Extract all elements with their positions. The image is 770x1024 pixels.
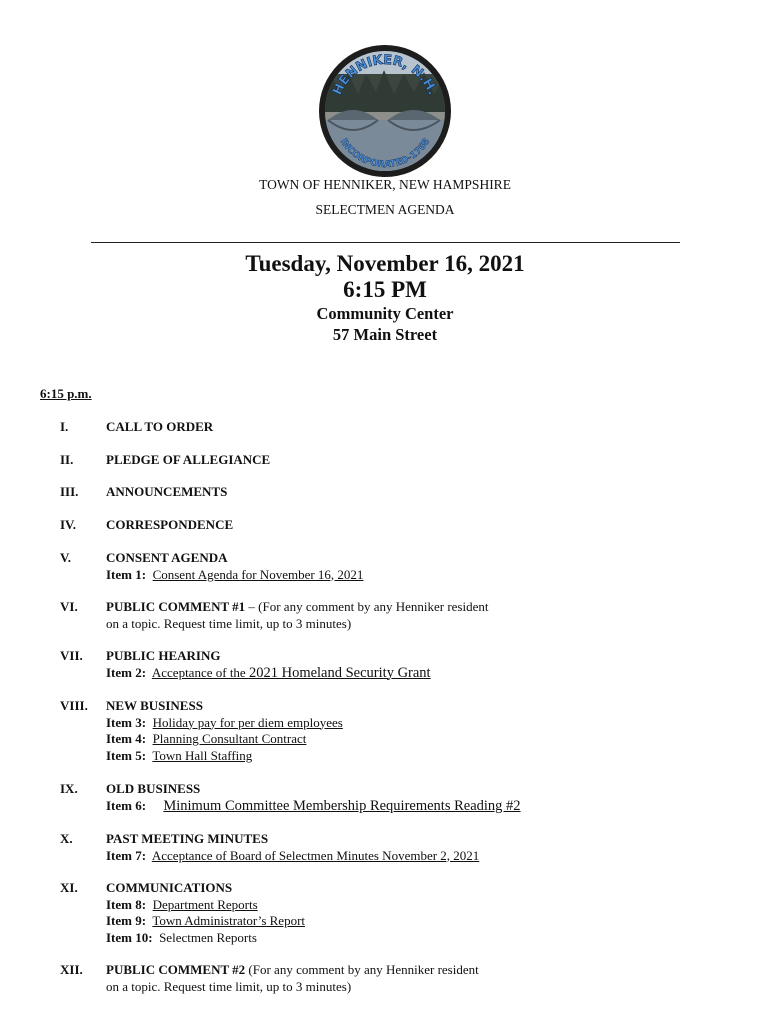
town-name: TOWN OF HENNIKER, NEW HAMPSHIRE xyxy=(259,177,511,192)
item-label: Item 6: xyxy=(106,797,147,813)
item-label: Item 2: xyxy=(106,664,147,680)
section-title: PLEDGE OF ALLEGIANCE xyxy=(106,452,271,467)
agenda-item xyxy=(106,715,746,732)
item-label: Item 9: xyxy=(106,913,147,928)
agenda-item xyxy=(106,731,746,748)
town-seal-logo xyxy=(318,44,452,178)
meeting-venue: Community Center xyxy=(316,304,454,323)
section-title: ANNOUNCEMENTS xyxy=(106,484,228,499)
agenda-item xyxy=(106,848,746,865)
meeting-address: 57 Main Street xyxy=(332,325,438,344)
agenda-item xyxy=(106,913,746,930)
meeting-date: Tuesday, November 16, 2021 xyxy=(245,251,525,276)
section-number: XII. xyxy=(60,962,83,977)
section-title: CONSENT AGENDA xyxy=(106,550,228,565)
item-link[interactable]: Town Administrator’s Report xyxy=(152,913,306,928)
section-number: VII. xyxy=(60,648,83,663)
logo-bottom-text: INCORPORATED-1768 xyxy=(337,137,433,171)
section-number: I. xyxy=(60,419,69,434)
agenda-item xyxy=(106,930,746,947)
item-link[interactable]: Holiday pay for per diem employees xyxy=(152,714,343,730)
item-label: Item 7: xyxy=(106,847,147,863)
section-note: – (For any comment by any Henniker resident xyxy=(245,599,489,614)
agenda-item xyxy=(106,897,746,914)
section-title: NEW BUSINESS xyxy=(106,698,203,713)
section-title: OLD BUSINESS xyxy=(106,781,201,796)
meeting-time: 6:15 PM xyxy=(343,277,427,302)
section-title: PAST MEETING MINUTES xyxy=(106,831,269,846)
item-link[interactable]: Planning Consultant Contract xyxy=(152,731,307,746)
agenda-item xyxy=(106,665,746,682)
logo-top-text: HENNIKER, N.H. xyxy=(330,52,440,98)
section-title: PUBLIC COMMENT #2 xyxy=(106,962,246,977)
section-number: IX. xyxy=(60,781,78,796)
section-title: PUBLIC HEARING xyxy=(106,648,221,663)
section-note-cont: on a topic. Request time limit, up to 3 minutes) xyxy=(106,615,352,631)
item-text: Selectmen Reports xyxy=(159,929,257,945)
section-title: CORRESPONDENCE xyxy=(106,517,234,532)
agenda-item xyxy=(106,748,746,765)
section-number: XI. xyxy=(60,880,78,895)
item-link-part-large: 2021 Homeland Security Grant xyxy=(248,664,431,681)
section-number: VIII. xyxy=(60,698,88,713)
section-number: IV. xyxy=(60,517,77,532)
section-note: (For any comment by any Henniker resident xyxy=(245,962,479,977)
item-link[interactable]: Minimum Committee Membership Requirements Reading #2 xyxy=(163,797,521,814)
agenda-item xyxy=(106,567,746,584)
header-divider xyxy=(91,242,680,243)
section-title: PUBLIC COMMENT #1 xyxy=(106,599,246,614)
item-label: Item 8: xyxy=(106,896,147,912)
item-link[interactable] xyxy=(152,665,431,680)
section-number: II. xyxy=(60,452,74,467)
item-link-part: Acceptance of the xyxy=(151,664,249,680)
section-number: III. xyxy=(60,484,79,499)
item-link[interactable]: Department Reports xyxy=(152,896,258,912)
item-label: Item 3: xyxy=(106,714,147,730)
section-number: X. xyxy=(60,831,73,846)
agenda-start-time: 6:15 p.m. xyxy=(40,386,92,401)
item-label: Item 5: xyxy=(106,747,147,763)
section-title: COMMUNICATIONS xyxy=(106,880,233,895)
item-link[interactable]: Consent Agenda for November 16, 2021 xyxy=(152,566,364,582)
agenda-item xyxy=(106,798,746,815)
item-label: Item 10: xyxy=(106,929,153,945)
item-link[interactable]: Town Hall Staffing xyxy=(152,747,253,763)
item-label: Item 4: xyxy=(106,731,147,746)
section-note-cont: on a topic. Request time limit, up to 3 minutes) xyxy=(106,978,352,994)
item-label: Item 1: xyxy=(106,566,147,582)
item-link[interactable]: Acceptance of Board of Selectmen Minutes November 2, 2021 xyxy=(151,847,480,863)
section-number: VI. xyxy=(60,599,78,614)
section-title: CALL TO ORDER xyxy=(106,419,214,434)
section-number: V. xyxy=(60,550,71,565)
agenda-title: SELECTMEN AGENDA xyxy=(315,202,455,217)
